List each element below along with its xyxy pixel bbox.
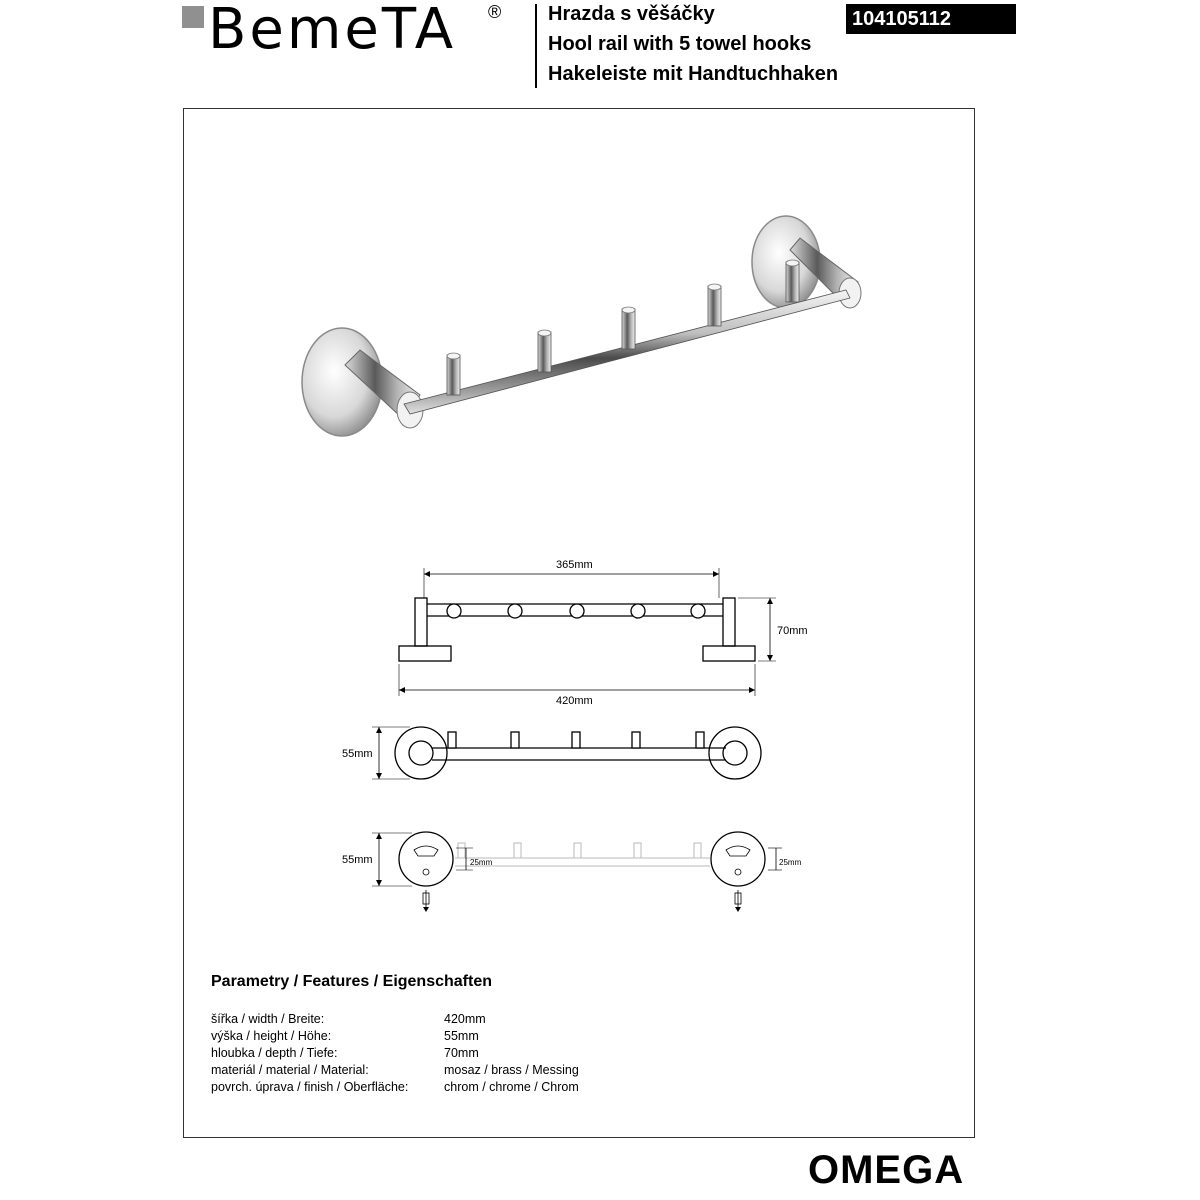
title-czech: Hrazda s věšáčky	[548, 3, 715, 25]
feature-label-width: šířka / width / Breite:	[211, 1012, 325, 1026]
product-photo	[302, 216, 861, 436]
registered-mark: ®	[488, 2, 502, 22]
title-german: Hakeleiste mit Handtuchhaken	[548, 63, 839, 85]
dim-55-mount: 55mm	[342, 854, 373, 866]
feature-value-material: mosaz / brass / Messing	[444, 1063, 579, 1077]
mounting-view	[372, 832, 782, 912]
title-english: Hool rail with 5 towel hooks	[548, 33, 812, 55]
feature-value-depth: 70mm	[444, 1046, 479, 1060]
series-name: OMEGA	[808, 1148, 965, 1192]
product-code: 104105112	[846, 4, 1016, 34]
feature-label-material: materiál / material / Material:	[211, 1063, 369, 1077]
dim-365: 365mm	[556, 559, 593, 571]
feature-label-depth: hloubka / depth / Tiefe:	[211, 1046, 338, 1060]
feature-label-finish: povrch. úprava / finish / Oberfläche:	[211, 1080, 409, 1094]
features-heading: Parametry / Features / Eigenschaften	[211, 973, 492, 990]
dim-420: 420mm	[556, 695, 593, 707]
front-view	[399, 568, 776, 696]
feature-value-height: 55mm	[444, 1029, 479, 1043]
brand-logo: BemeTA	[208, 0, 457, 62]
dim-55-top: 55mm	[342, 748, 373, 760]
feature-value-finish: chrom / chrome / Chrom	[444, 1080, 579, 1094]
feature-value-width: 420mm	[444, 1012, 486, 1026]
dim-25-left: 25mm	[470, 858, 493, 867]
dim-25-right: 25mm	[779, 858, 802, 867]
feature-label-height: výška / height / Höhe:	[211, 1029, 332, 1043]
top-view	[372, 727, 761, 779]
dim-70: 70mm	[777, 625, 808, 637]
